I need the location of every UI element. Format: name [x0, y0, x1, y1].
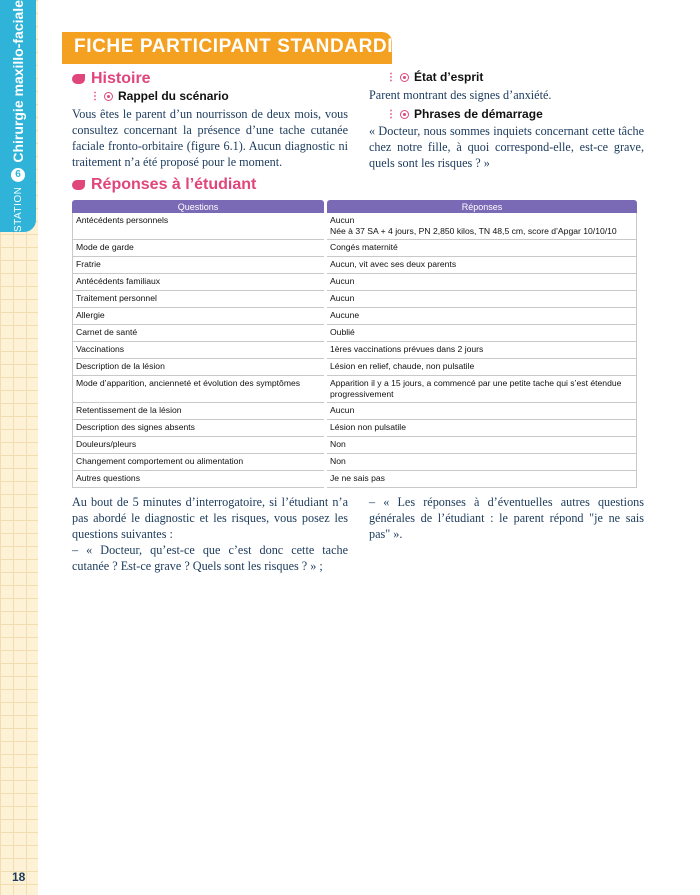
etat-text: Parent montrant des signes d’anxiété.: [369, 88, 552, 102]
table-row: Description de la lésion Lésion en relief, chaude, non pulsatile: [72, 359, 637, 376]
table-row: Fratrie Aucun, vit avec ses deux parents: [72, 257, 637, 274]
page-title: FICHE PARTICIPANT STANDARDISÉ: [74, 36, 420, 57]
station-tab: [0, 0, 36, 232]
page-number: 18: [12, 870, 26, 884]
station-title: Chirurgie maxillo-faciale: [10, 0, 26, 163]
sub-heading-etat: ⋮ État d’esprit: [386, 70, 484, 84]
dots-icon: ⋮: [386, 108, 395, 120]
table-row: Carnet de santé Oublié: [72, 325, 637, 342]
target-icon: [400, 73, 409, 82]
table-row: Antécédents familiaux Aucun: [72, 274, 637, 291]
dots-icon: ⋮: [90, 90, 99, 102]
target-icon: [400, 110, 409, 119]
section-histoire-heading: Histoire: [72, 70, 151, 88]
bottom-right-paragraph: – « Les réponses à d’éventuelles autres questions générales de l’étudiant : le parent répond "je ne sais pas" ».: [369, 495, 644, 541]
table-row: Changement comportement ou alimentation Non: [72, 454, 637, 471]
column-header-questions: Questions: [72, 200, 324, 213]
dots-icon: ⋮: [386, 71, 395, 83]
table-row: Douleurs/pleurs Non: [72, 437, 637, 454]
table-row: Traitement personnel Aucun: [72, 291, 637, 308]
table-row: Autres questions Je ne sais pas: [72, 471, 637, 488]
sub-heading-rappel: ⋮ Rappel du scénario: [90, 89, 229, 103]
table-row: Mode de garde Congés maternité: [72, 240, 637, 257]
responses-table: [69, 200, 640, 488]
column-header-reponses: Réponses: [327, 200, 637, 213]
section-reponses-heading: Réponses à l’étudiant: [72, 176, 256, 194]
bottom-left-paragraph-2: – « Docteur, qu’est-ce que c’est donc cette tache cutanée ? Est-ce grave ? Quels sont les risques ? » ;: [72, 543, 348, 573]
table-row: Mode d’apparition, ancienneté et évolution des symptômes Apparition il y a 15 jours, a commencé par une petite tache qui s’est étendue progressivement: [72, 376, 637, 403]
histoire-text: Vous êtes le parent d’un nourrisson de deux mois, vous consultez concernant la présence d’une tache cutanée faciale fronto-orbitaire (figure 6.1). Aucun diagnostic ni traitement n’a été proposé pour le moment.: [72, 107, 348, 169]
bullet-mark-icon: [72, 180, 85, 190]
sub-heading-phrases: ⋮ Phrases de démarrage: [386, 107, 543, 121]
phrases-text: « Docteur, nous sommes inquiets concernant cette tâche chez notre fille, à quoi correspond-elle, est-ce grave, quels sont les risques ? »: [369, 124, 644, 170]
table-row: Retentissement de la lésion Aucun: [72, 403, 637, 420]
table-row: Antécédents personnels Aucun Née à 37 SA + 4 jours, PN 2,850 kilos, TN 48,5 cm, score d’Apgar 10/10/10: [72, 213, 637, 240]
station-label: STATION 6 Chirurgie maxillo-faciale: [10, 0, 26, 232]
bottom-left-paragraph-1: Au bout de 5 minutes d’interrogatoire, si l’étudiant n’a pas abordé le diagnostic et les risques, vous posez les questions suivantes :: [72, 495, 348, 541]
bullet-mark-icon: [72, 74, 85, 84]
station-number: 6: [11, 168, 25, 182]
table-row: Allergie Aucune: [72, 308, 637, 325]
table-row: Vaccinations 1ères vaccinations prévues dans 2 jours: [72, 342, 637, 359]
target-icon: [104, 92, 113, 101]
table-row: Description des signes absents Lésion non pulsatile: [72, 420, 637, 437]
